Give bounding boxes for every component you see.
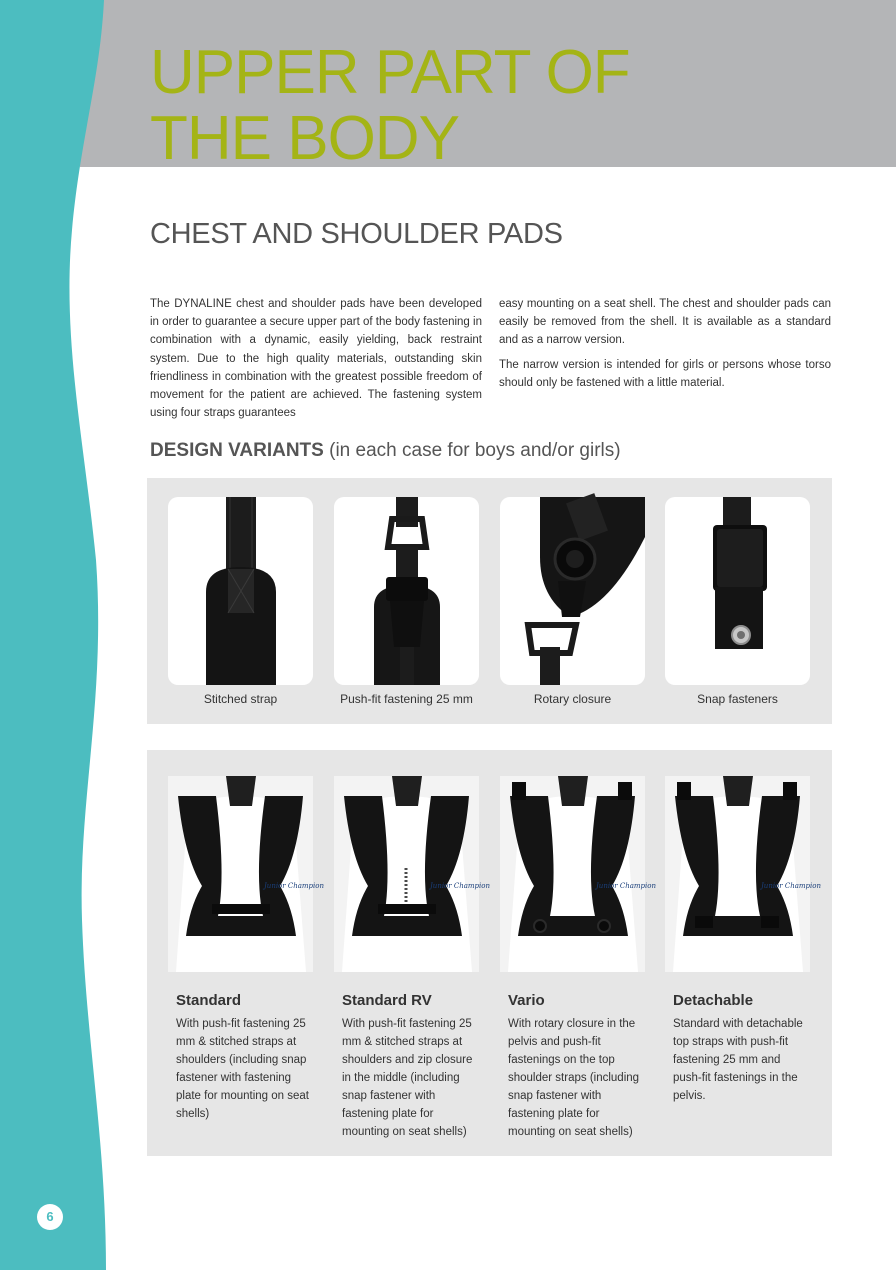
vest-description: With push-fit fastening 25 mm & stitched straps at shoulders (including snap fastener with fastening plate for mounting on seat shells) [176, 1018, 309, 1120]
design-variants-title: DESIGN VARIANTS [150, 440, 324, 461]
vest-card-standard [168, 776, 324, 1123]
teal-wave-decoration [0, 0, 120, 1270]
junior-champion-logo: Junior Champion [430, 882, 490, 890]
closure-card-rotary [500, 497, 645, 706]
intro-column-right [499, 295, 831, 398]
stitched-strap-photo [168, 497, 313, 685]
intro-paragraph: The DYNALINE chest and shoulder pads have been developed in order to guarantee a secure upper part of the body fastening in combination with a dynamic, easily yielding, back restraint system. Due to the high quality materials, outstanding skin friendliness in combination with the greatest possible freedom of movement for the patient are achieved. The fastening system using four straps guarantees [150, 298, 482, 420]
closure-caption: Stitched strap [203, 692, 278, 706]
standard-rv-vest-photo [334, 776, 490, 972]
vest-card-vario [500, 776, 656, 1141]
intro-column-left [150, 295, 482, 428]
section-title: CHEST AND SHOULDER PADS [150, 218, 563, 250]
vest-card-detachable [665, 776, 821, 1105]
closure-types-panel [147, 478, 832, 724]
page-number: 6 [37, 1204, 63, 1230]
closure-card-stitched-strap [168, 497, 313, 706]
vest-name: Detachable [673, 992, 754, 1009]
vario-vest-photo [500, 776, 656, 972]
vest-variants-panel [147, 750, 832, 1156]
snap-fastener-photo [665, 497, 810, 685]
closure-caption: Snap fasteners [697, 692, 778, 706]
design-variants-subtitle: (in each case for boys and/or girls) [329, 440, 621, 461]
vest-description: Standard with detachable top straps with push-fit fastening 25 mm and push-fit fastenings in the pelvis. [673, 1018, 803, 1102]
closure-card-push-fit [334, 497, 479, 706]
vest-name: Standard [176, 992, 242, 1009]
closure-card-snap [665, 497, 810, 706]
junior-champion-logo: Junior Champion [761, 882, 821, 890]
vest-name: Vario [508, 992, 545, 1009]
junior-champion-logo: Junior Champion [264, 882, 324, 890]
design-variants-heading [150, 440, 621, 462]
push-fit-buckle-photo [334, 497, 479, 685]
vest-description: With rotary closure in the pelvis and push-fit fastenings on the top shoulder straps (including snap fastener with fastening plate for mounting on seat shells) [508, 1018, 640, 1138]
closure-caption: Rotary closure [533, 692, 612, 706]
junior-champion-logo: Junior Champion [596, 882, 656, 890]
intro-paragraph: easy mounting on a seat shell. The chest and shoulder pads can easily be removed from the shell. It is available as a standard and as a narrow version. [499, 298, 831, 347]
standard-vest-photo [168, 776, 324, 972]
page-title: UPPER PART OF THE BODY [150, 38, 630, 173]
vest-description: With push-fit fastening 25 mm & stitched straps at shoulders and zip closure in the middle (including snap fastener with fastening plate for mounting on seat shells) [342, 1018, 473, 1138]
vest-card-standard-rv [334, 776, 490, 1141]
vest-name: Standard RV [342, 992, 432, 1009]
rotary-closure-photo [500, 497, 645, 685]
detachable-vest-photo [665, 776, 821, 972]
intro-paragraph: The narrow version is intended for girls or persons whose torso should only be fastened with a little material. [499, 358, 831, 389]
closure-caption: Push-fit fastening 25 mm [340, 692, 473, 706]
